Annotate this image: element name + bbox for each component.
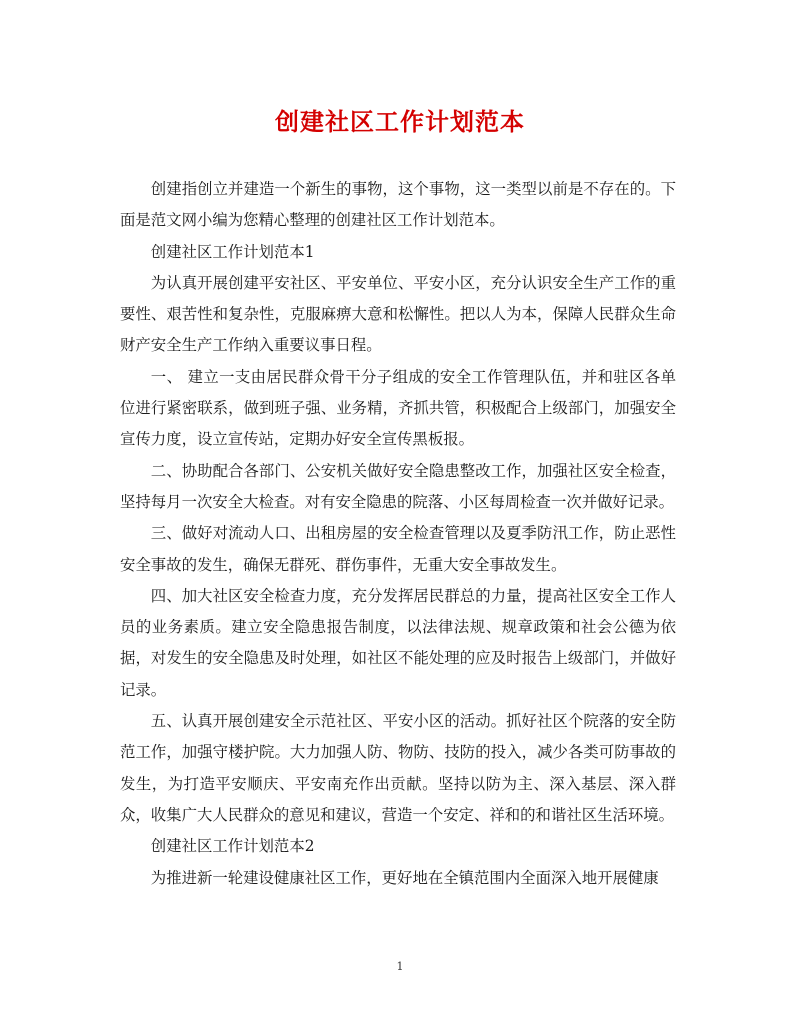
page-number: 1 xyxy=(396,960,404,973)
paragraph-section-2-intro: 为推进新一轮建设健康社区工作，更好地在全镇范围内全面深入地开展健康 xyxy=(150,868,659,887)
paragraph-item-4: 四、加大社区安全检查力度，充分发挥居民群总的力量，提高社区安全工作人员的业务素质。建立安全隐患报告制度，以法律法规、规章政策和社会公德为依据，对发生的安全隐患及时处理，如社区不能处理的应及时报告上级部门，并做好记录。 xyxy=(120,586,676,699)
section-heading-1: 创建社区工作计划范本1 xyxy=(150,242,315,261)
section-heading-2: 创建社区工作计划范本2 xyxy=(150,837,315,856)
paragraph-item-3: 三、做好对流动人口、出租房屋的安全检查管理以及夏季防汛工作，防止恶性安全事故的发生，确保无群死、群伤事件，无重大安全事故发生。 xyxy=(120,524,676,574)
paragraph-item-2: 二、协助配合各部门、公安机关做好安全隐患整改工作，加强社区安全检查，坚持每月一次安全大检查。对有安全隐患的院落、小区每周检查一次并做好记录。 xyxy=(120,461,676,511)
document-title: 创建社区工作计划范本 xyxy=(275,107,525,136)
paragraph-intro: 创建指创立并建造一个新生的事物，这个事物，这一类型以前是不存在的。下面是范文网小编为您精心整理的创建社区工作计划范本。 xyxy=(120,180,676,230)
document-body xyxy=(120,174,676,894)
paragraph-item-5: 五、认真开展创建安全示范社区、平安小区的活动。抓好社区个院落的安全防范工作，加强守楼护院。大力加强人防、物防、技防的投入，减少各类可防事故的发生，为打造平安顺庆、平安南充作出贡献。坚持以防为主、深入基层、深入群众，收集广大人民群众的意见和建议，营造一个安定、祥和的和谐社区生活环境。 xyxy=(120,712,676,824)
paragraph-overview: 为认真开展创建平安社区、平安单位、平安小区，充分认识安全生产工作的重要性、艰苦性和复杂性，克服麻痹大意和松懈性。把以人为本，保障人民群众生命财产安全生产工作纳入重要议事日程。 xyxy=(120,273,676,355)
paragraph-item-1: 一、 建立一支由居民群众骨干分子组成的安全工作管理队伍，并和驻区各单位进行紧密联系，做到班子强、业务精，齐抓共管，积极配合上级部门，加强安全宣传力度，设立宣传站，定期办好安全宣传黑板报。 xyxy=(120,367,676,449)
